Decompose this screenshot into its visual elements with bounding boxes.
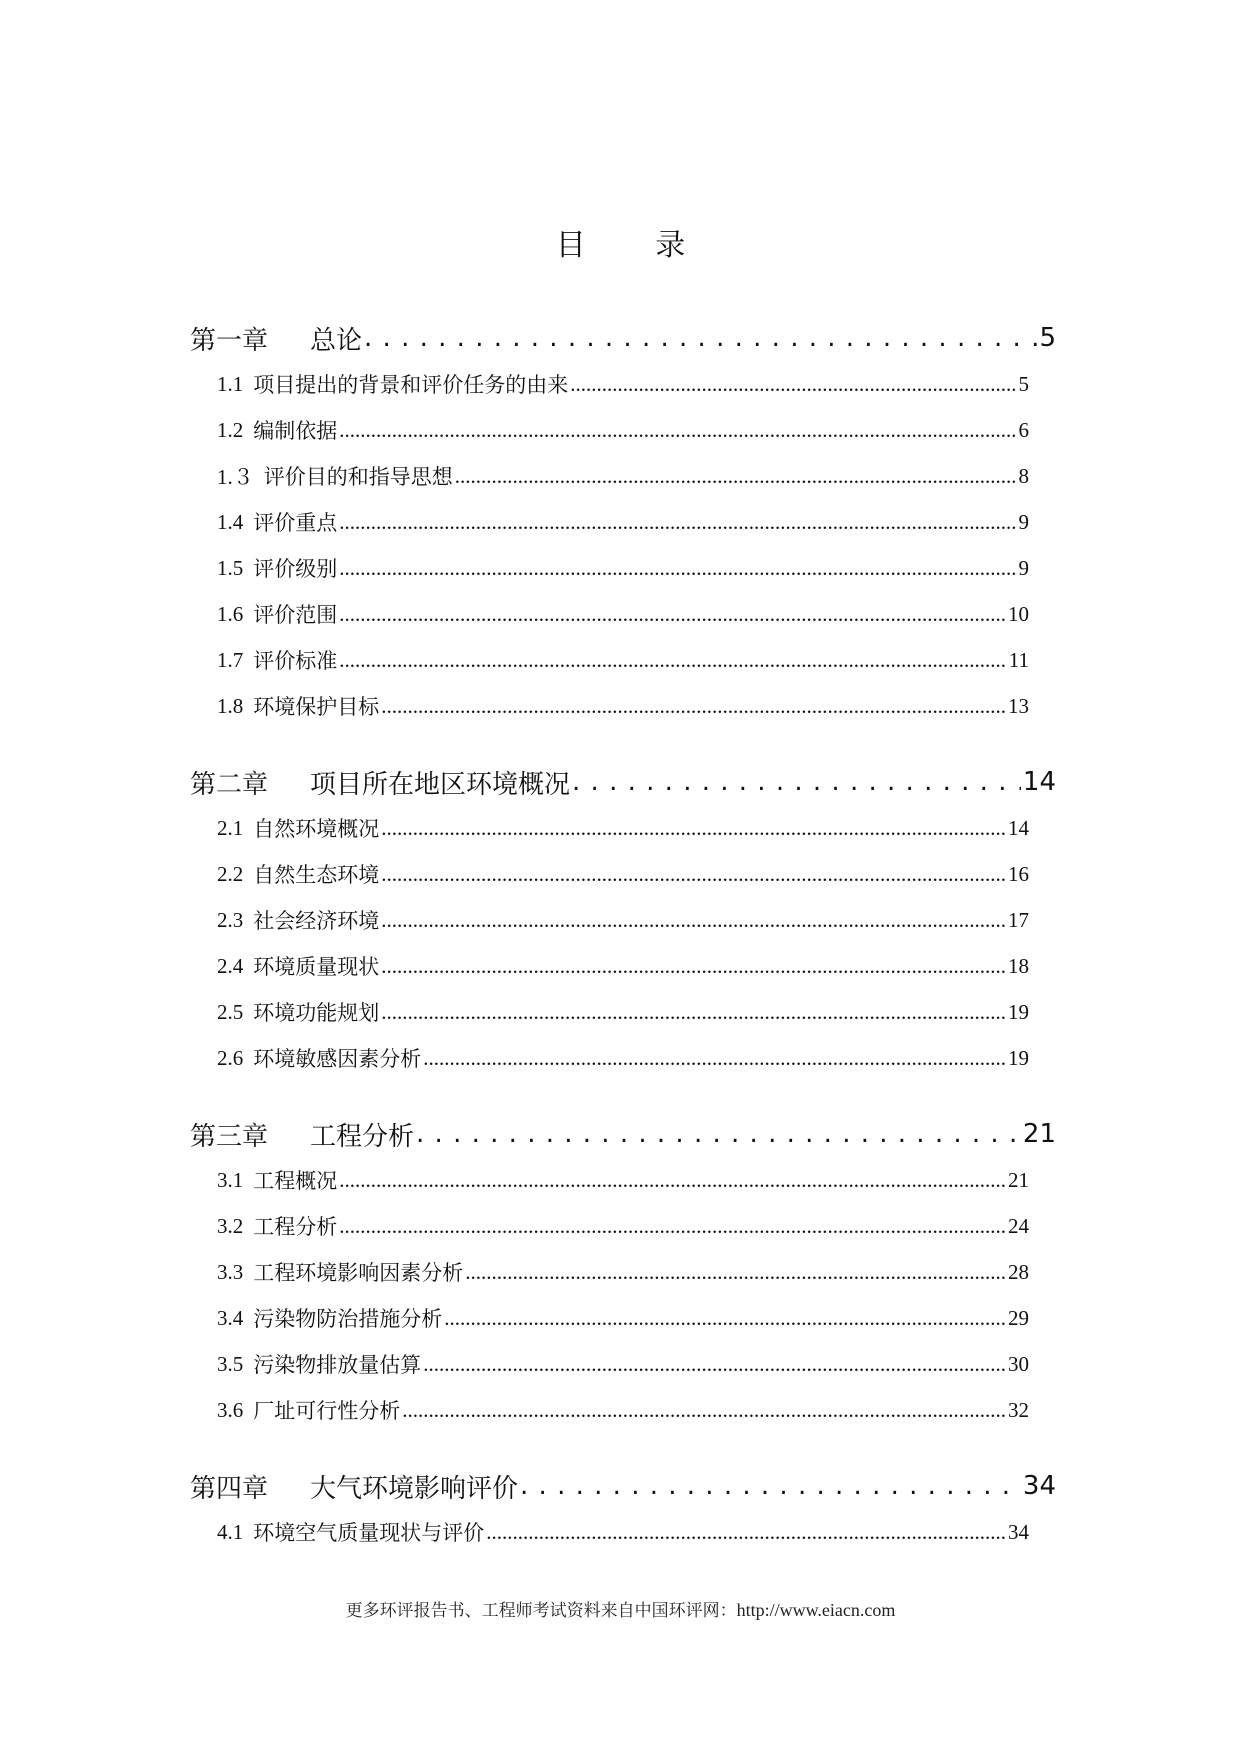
- dot-leader: [339, 1214, 1006, 1239]
- toc-section-entry[interactable]: [217, 1295, 1029, 1341]
- chapter-page-number: 34: [1022, 1471, 1056, 1501]
- section-number: 2.2: [217, 861, 244, 886]
- toc-chapter: [190, 1463, 1056, 1555]
- section-page-number: 34: [1008, 1519, 1029, 1544]
- section-title: 环境质量现状: [253, 955, 380, 979]
- dot-leader: [423, 1352, 1006, 1377]
- section-number: 4.1: [217, 1519, 244, 1544]
- toc-chapter: [190, 1111, 1056, 1433]
- section-number: 3.3: [217, 1259, 244, 1284]
- section-page-number: 13: [1008, 693, 1029, 718]
- dot-leader: [339, 418, 1016, 443]
- dot-leader: [339, 556, 1016, 581]
- section-title: 厂址可行性分析: [253, 1399, 401, 1423]
- section-page-number: 16: [1008, 861, 1029, 886]
- toc-chapter: [190, 315, 1056, 729]
- toc-section-entry[interactable]: [217, 361, 1029, 407]
- dot-leader: [465, 1260, 1006, 1285]
- section-page-number: 5: [1018, 371, 1029, 396]
- section-page-number: 19: [1008, 999, 1029, 1024]
- toc-section-entry[interactable]: [217, 591, 1029, 637]
- section-page-number: 21: [1008, 1167, 1029, 1192]
- toc-section-entry[interactable]: [217, 1203, 1029, 1249]
- section-title: 自然环境概况: [253, 817, 380, 841]
- dot-leader: [423, 1046, 1006, 1071]
- section-title: 社会经济环境: [253, 909, 380, 933]
- toc-section-entry[interactable]: [217, 851, 1029, 897]
- toc-section-entry[interactable]: [217, 637, 1029, 683]
- toc-section-entry[interactable]: [217, 499, 1029, 545]
- dot-leader: [381, 694, 1006, 719]
- section-number: 2.4: [217, 953, 244, 978]
- chapter-number: 第一章: [190, 325, 269, 356]
- toc-section-entry[interactable]: [217, 683, 1029, 729]
- section-title: 评价标准: [253, 649, 338, 673]
- section-title: 自然生态环境: [253, 863, 380, 887]
- dot-leader: [572, 767, 1021, 797]
- dot-leader: [455, 464, 1017, 489]
- section-number: 2.6: [217, 1045, 244, 1070]
- section-page-number: 6: [1018, 417, 1029, 442]
- page-footer: [0, 1598, 1241, 1623]
- dot-leader: [402, 1398, 1006, 1423]
- section-title: 污染物防治措施分析: [253, 1307, 443, 1331]
- section-page-number: 9: [1018, 555, 1029, 580]
- chapter-page-number: 21: [1022, 1119, 1056, 1149]
- toc-section-entry[interactable]: [217, 453, 1029, 499]
- section-title: 环境功能规划: [253, 1001, 380, 1025]
- section-number: 3.5: [217, 1351, 244, 1376]
- dot-leader: [381, 862, 1006, 887]
- section-page-number: 24: [1008, 1213, 1029, 1238]
- dot-leader: [416, 1119, 1021, 1149]
- section-page-number: 29: [1008, 1305, 1029, 1330]
- section-number: 2.5: [217, 999, 244, 1024]
- section-title: 评价目的和指导思想: [263, 465, 453, 489]
- toc-title: 目 录: [555, 228, 716, 263]
- toc-section-entry[interactable]: [217, 1035, 1029, 1081]
- section-number: 1.7: [217, 647, 244, 672]
- section-title: 评价重点: [253, 511, 338, 535]
- dot-leader: [520, 1471, 1021, 1501]
- section-title: 环境保护目标: [253, 695, 380, 719]
- chapter-number: 第四章: [190, 1473, 269, 1504]
- section-number: 1.2: [217, 417, 244, 442]
- section-title: 工程分析: [253, 1215, 338, 1239]
- section-number: 1.4: [217, 509, 244, 534]
- toc-chapter-entry[interactable]: [190, 315, 1056, 361]
- section-page-number: 14: [1008, 815, 1029, 840]
- dot-leader: [381, 908, 1006, 933]
- toc-section-entry[interactable]: [217, 1387, 1029, 1433]
- section-title: 编制依据: [253, 419, 338, 443]
- section-title: 环境空气质量现状与评价: [253, 1521, 485, 1545]
- footer-text: 更多环评报告书、工程师考试资料来自中国环评网：: [345, 1601, 737, 1621]
- section-page-number: 19: [1008, 1045, 1029, 1070]
- chapter-title: 项目所在地区环境概况: [310, 769, 571, 800]
- toc-chapter-entry[interactable]: [190, 1111, 1056, 1157]
- toc-section-entry[interactable]: [217, 1157, 1029, 1203]
- dot-leader: [444, 1306, 1006, 1331]
- section-number: 1.5: [217, 555, 244, 580]
- section-title: 工程环境影响因素分析: [253, 1261, 464, 1285]
- chapter-number: 第二章: [190, 769, 269, 800]
- toc-section-entry[interactable]: [217, 407, 1029, 453]
- section-number: 1.8: [217, 693, 244, 718]
- section-page-number: 32: [1008, 1397, 1029, 1422]
- table-of-contents: [190, 315, 1056, 1555]
- toc-section-entry[interactable]: [217, 805, 1029, 851]
- toc-section-entry[interactable]: [217, 943, 1029, 989]
- chapter-title: 工程分析: [310, 1121, 415, 1152]
- dot-leader: [339, 510, 1016, 535]
- chapter-title: 大气环境影响评价: [310, 1473, 519, 1504]
- toc-chapter-entry[interactable]: [190, 759, 1056, 805]
- toc-section-entry[interactable]: [217, 897, 1029, 943]
- section-number: 3.2: [217, 1213, 244, 1238]
- toc-section-entry[interactable]: [217, 1341, 1029, 1387]
- section-page-number: 28: [1008, 1259, 1029, 1284]
- section-number: 3.4: [217, 1305, 244, 1330]
- toc-section-entry[interactable]: [217, 1509, 1029, 1555]
- chapter-page-number: 5: [1039, 323, 1056, 353]
- dot-leader: [364, 323, 1037, 353]
- section-title: 评价级别: [253, 557, 338, 581]
- chapter-title: 总论: [310, 325, 363, 356]
- dot-leader: [570, 372, 1016, 397]
- section-page-number: 8: [1018, 463, 1029, 488]
- section-page-number: 30: [1008, 1351, 1029, 1376]
- section-page-number: 10: [1008, 601, 1029, 626]
- chapter-page-number: 14: [1022, 767, 1056, 797]
- section-number: 1.３: [217, 465, 254, 489]
- section-number: 3.6: [217, 1397, 244, 1422]
- dot-leader: [381, 954, 1006, 979]
- dot-leader: [381, 1000, 1006, 1025]
- dot-leader: [339, 1168, 1006, 1193]
- section-number: 2.1: [217, 815, 244, 840]
- section-title: 工程概况: [253, 1169, 338, 1193]
- toc-section-entry[interactable]: [217, 1249, 1029, 1295]
- section-title: 评价范围: [253, 603, 338, 627]
- section-number: 2.3: [217, 907, 244, 932]
- section-title: 污染物排放量估算: [253, 1353, 422, 1377]
- toc-chapter: [190, 759, 1056, 1081]
- toc-section-entry[interactable]: [217, 545, 1029, 591]
- toc-section-entry[interactable]: [217, 989, 1029, 1035]
- toc-chapter-entry[interactable]: [190, 1463, 1056, 1509]
- chapter-number: 第三章: [190, 1121, 269, 1152]
- section-number: 1.1: [217, 371, 244, 396]
- section-page-number: 9: [1018, 509, 1029, 534]
- dot-leader: [381, 816, 1006, 841]
- section-page-number: 18: [1008, 953, 1029, 978]
- section-page-number: 11: [1008, 647, 1029, 672]
- dot-leader: [486, 1520, 1006, 1545]
- footer-url[interactable]: http://www.eiacn.com: [736, 1600, 896, 1620]
- dot-leader: [339, 648, 1007, 673]
- section-page-number: 17: [1008, 907, 1029, 932]
- section-number: 1.6: [217, 601, 244, 626]
- section-number: 3.1: [217, 1167, 244, 1192]
- dot-leader: [339, 602, 1006, 627]
- section-title: 环境敏感因素分析: [253, 1047, 422, 1071]
- section-title: 项目提出的背景和评价任务的由来: [253, 373, 569, 397]
